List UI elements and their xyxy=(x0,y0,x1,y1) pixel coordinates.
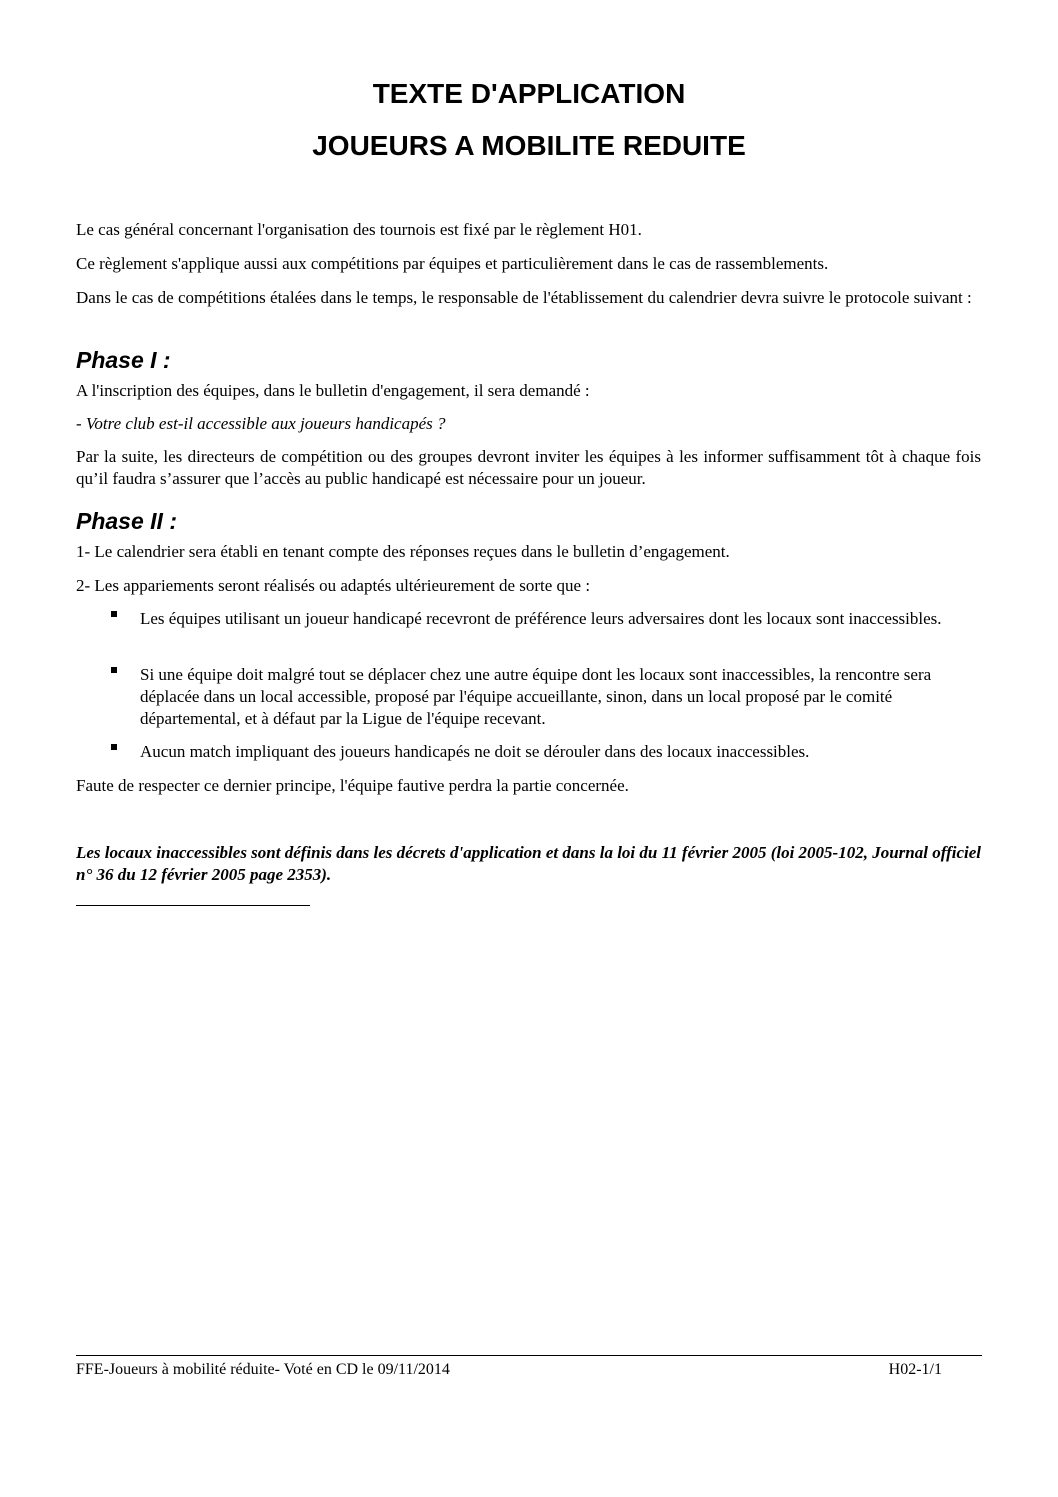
intro-paragraph-1: Le cas général concernant l'organisation des tournois est fixé par le règlement H01. xyxy=(76,220,642,239)
phase-1-paragraph-2: Par la suite, les directeurs de compétition ou des groupes devront inviter les équipes à les informer suffisamment tôt à chaque fois qu’il faudra s’assurer que l’accès au public handicapé est nécessaire pour un joueur. xyxy=(76,447,981,488)
footer-page-number: H02-1/1 xyxy=(888,1361,942,1378)
footer-rule xyxy=(76,1355,982,1356)
footer-document-info: FFE-Joueurs à mobilité réduite- Voté en CD le 09/11/2014 xyxy=(76,1361,450,1378)
intro-paragraph-3: Dans le cas de compétitions étalées dans le temps, le responsable de l'établissement du calendrier devra suivre le protocole suivant : xyxy=(76,288,972,307)
separator-line xyxy=(76,905,310,906)
phase-1-question: - Votre club est-il accessible aux joueurs handicapés ? xyxy=(76,414,446,433)
bullet-icon xyxy=(111,744,117,750)
document-title-line-1: TEXTE D'APPLICATION xyxy=(372,78,686,109)
list-item-text: Aucun match impliquant des joueurs handicapés ne doit se dérouler dans des locaux inaccessibles. xyxy=(140,742,810,761)
bullet-icon xyxy=(111,667,117,673)
legal-note: Les locaux inaccessibles sont définis dans les décrets d'application et dans la loi du 11 février 2005 (loi 2005-102, Journal officiel n° 36 du 12 février 2005 page 2353). xyxy=(76,843,981,884)
phase-2-paragraph-1: 1- Le calendrier sera établi en tenant compte des réponses reçues dans le bulletin d’engagement. xyxy=(76,542,730,561)
bullet-icon xyxy=(111,611,117,617)
list-item-text: Les équipes utilisant un joueur handicapé recevront de préférence leurs adversaires dont les locaux sont inaccessibles. xyxy=(140,609,942,628)
phase-2-heading: Phase II : xyxy=(76,508,177,534)
phase-2-paragraph-3: Faute de respecter ce dernier principe, l'équipe fautive perdra la partie concernée. xyxy=(76,776,629,795)
list-item-text: Si une équipe doit malgré tout se déplacer chez une autre équipe dont les locaux sont inaccessibles, la rencontre sera déplacée dans un local accessible, proposé par l'équipe accueillante, sinon, dans un local proposé par le comité départemental, et à défaut par la Ligue de l'équipe recevant. xyxy=(140,665,932,728)
intro-paragraph-2: Ce règlement s'applique aussi aux compétitions par équipes et particulièrement dans le cas de rassemblements. xyxy=(76,254,829,273)
phase-2-paragraph-2: 2- Les appariements seront réalisés ou adaptés ultérieurement de sorte que : xyxy=(76,576,591,595)
phase-1-heading: Phase I : xyxy=(76,347,171,373)
document-title-line-2: JOUEURS A MOBILITE REDUITE xyxy=(312,130,746,161)
phase-1-paragraph-1: A l'inscription des équipes, dans le bulletin d'engagement, il sera demandé : xyxy=(76,381,590,400)
